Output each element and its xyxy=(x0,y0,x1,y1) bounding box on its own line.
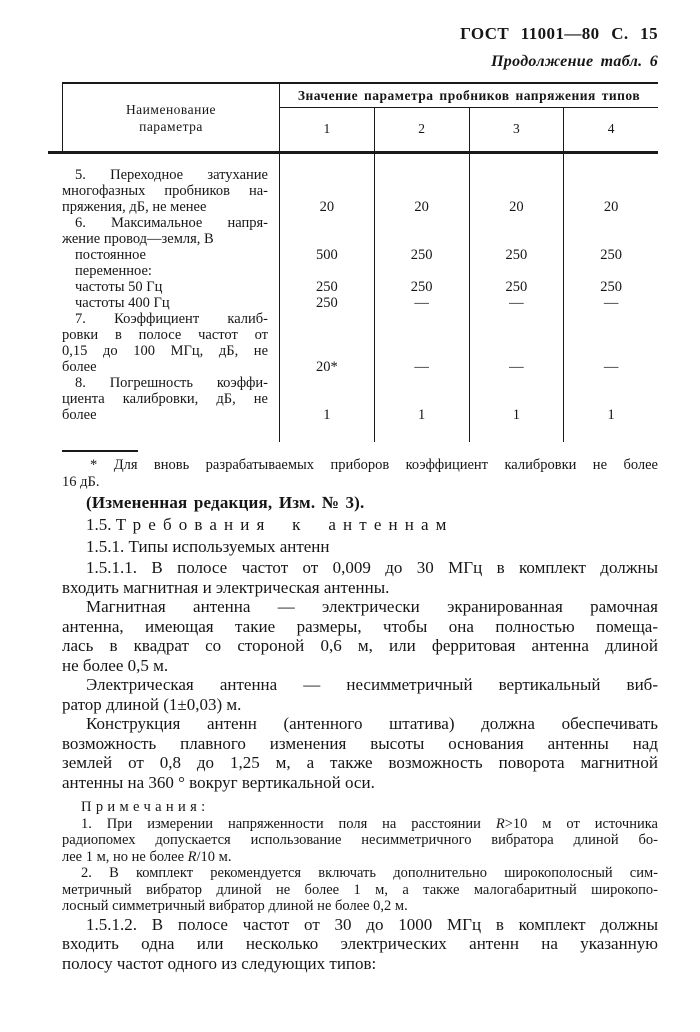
value-cell xyxy=(280,375,374,391)
name-header-line: параметра xyxy=(139,118,203,134)
text-line: не более 0,5 м. xyxy=(62,655,169,675)
table-row xyxy=(62,199,658,215)
value-cell xyxy=(280,311,374,327)
value-cell xyxy=(563,231,658,247)
value-cell xyxy=(469,311,564,327)
value-cell: 250 xyxy=(316,295,338,311)
text-line: Конструкция антенн (антенного штатива) должна обеспечивать xyxy=(86,714,658,733)
row-label: постоянное xyxy=(62,247,280,263)
value-cell xyxy=(469,167,564,183)
footnote-rule xyxy=(62,450,138,452)
text-line: антенны на 360 ° вокруг вертикальной оси. xyxy=(62,772,375,792)
value-cell xyxy=(469,391,564,407)
value-cell xyxy=(280,231,374,247)
name-column-header xyxy=(62,84,280,151)
value-cell xyxy=(469,423,564,442)
value-cell xyxy=(280,343,374,359)
value-cell xyxy=(563,327,658,343)
value-cell xyxy=(469,263,564,279)
row-label xyxy=(62,154,280,167)
value-cell xyxy=(280,154,374,167)
value-cell: 1 xyxy=(323,407,331,423)
value-cell xyxy=(563,391,658,407)
table-row xyxy=(62,407,658,423)
table-row xyxy=(62,295,658,311)
table-row xyxy=(62,423,658,442)
paragraph xyxy=(62,816,658,866)
text-line: антенна, имеющая такие размеры, чтобы она полностью помеща- xyxy=(62,616,658,636)
value-cell xyxy=(280,423,374,442)
value-cell xyxy=(563,343,658,359)
paragraph xyxy=(62,536,658,558)
row-label: переменное: xyxy=(62,263,280,279)
value-cell xyxy=(280,167,374,183)
text-segment: R xyxy=(187,848,197,865)
text-line: лась в квадрат со стороной 0,6 м, или ферритовая антенна длиной xyxy=(62,636,658,655)
text-line xyxy=(62,849,658,866)
paragraph xyxy=(62,457,658,491)
type-column-label: 4 xyxy=(563,108,658,151)
value-cell xyxy=(374,391,469,407)
value-cell: 20 xyxy=(319,199,335,215)
text-line xyxy=(62,514,658,536)
value-cell xyxy=(280,183,374,199)
text-line: * Для вновь разрабатываемых приборов коэффициент калибровки не более xyxy=(90,457,658,473)
value-cell: 250 xyxy=(316,279,338,295)
text-line: входить магнитная и электрическая антенны. xyxy=(62,577,390,597)
table-body xyxy=(62,154,658,442)
row-label: частоты 50 Гц xyxy=(62,279,280,295)
value-header-title: Значение параметра пробников напряжения типов xyxy=(280,84,658,108)
value-cell xyxy=(374,215,469,231)
value-cell xyxy=(563,311,658,327)
value-cell: 250 xyxy=(469,279,564,295)
value-cell: 1 xyxy=(563,407,658,423)
table-row xyxy=(62,247,658,263)
value-cell xyxy=(374,343,469,359)
value-cell xyxy=(469,375,564,391)
value-cell: — xyxy=(563,295,658,311)
value-cell xyxy=(563,263,658,279)
value-cell: 1 xyxy=(374,407,469,423)
value-cell xyxy=(469,327,564,343)
text-segment: 1. При измерении напряженности поля на расстоянии xyxy=(81,815,496,832)
row-label: циента калибровки, дБ, не xyxy=(62,391,280,407)
page-header: ГОСТ 11001—80 С. 15 xyxy=(460,24,658,43)
value-cell xyxy=(280,215,374,231)
document-body xyxy=(62,457,658,973)
row-label: 0,15 до 100 МГц, дБ, не xyxy=(62,343,280,359)
row-label: частоты 400 Гц xyxy=(62,295,280,311)
table-row xyxy=(62,231,658,247)
value-cell: — xyxy=(469,295,564,311)
table-row xyxy=(62,279,658,295)
text-line: Электрическая антенна — несимметричный вертикальный виб- xyxy=(86,675,658,694)
value-cell xyxy=(374,311,469,327)
value-columns-header xyxy=(280,84,658,151)
row-label: 5. Переходное затухание xyxy=(62,167,280,183)
text-line: лосный симметричный вибратор длиной не более 0,2 м. xyxy=(62,898,408,914)
value-cell: — xyxy=(374,359,469,375)
row-label xyxy=(62,423,280,442)
table-row xyxy=(62,375,658,391)
value-cell: 20* xyxy=(316,359,338,375)
text-line: полосу частот одного из следующих типов: xyxy=(62,953,377,973)
text-line: (Измененная редакция, Изм. № 3). xyxy=(86,493,365,512)
value-cell xyxy=(374,423,469,442)
name-header-line: Наименование xyxy=(125,101,217,117)
type-column-label: 1 xyxy=(323,121,331,136)
text-segment: /10 м. xyxy=(196,848,232,865)
row-label: более xyxy=(62,359,280,375)
paragraph xyxy=(62,491,658,514)
row-label: 8. Погрешность коэффи- xyxy=(62,375,280,391)
row-label: ровки в полосе частот от xyxy=(62,327,280,343)
text-line: 16 дБ. xyxy=(62,474,100,490)
parameters-table xyxy=(62,82,658,442)
value-cell: — xyxy=(563,359,658,375)
value-cell: 250 xyxy=(469,247,564,263)
text-line: 2. В комплект рекомендуется включать дополнительно широкополосный сим- xyxy=(81,865,658,881)
row-label: 7. Коэффициент калиб- xyxy=(62,311,280,327)
type-number-row xyxy=(280,108,658,151)
text-line: радиопомех допускается использование несимметричного вибратора длиной бо- xyxy=(62,832,658,848)
paragraph xyxy=(62,865,658,915)
value-cell xyxy=(374,231,469,247)
table-row xyxy=(62,343,658,359)
type-column-label: 2 xyxy=(374,108,469,151)
text-line: 1.5.1. Типы используемых антенн xyxy=(86,537,330,556)
value-cell xyxy=(280,327,374,343)
type-column-label: 3 xyxy=(469,108,564,151)
paragraph xyxy=(62,597,658,675)
value-cell xyxy=(280,263,374,279)
value-cell: 20 xyxy=(374,199,469,215)
value-cell xyxy=(374,263,469,279)
value-cell xyxy=(374,327,469,343)
row-label: более xyxy=(62,407,280,423)
row-label: 6. Максимальное напря- xyxy=(62,215,280,231)
text-line: возможность плавного изменения высоты основания антенны над xyxy=(62,733,658,753)
value-cell xyxy=(374,154,469,167)
text-line: входить одна или несколько электрических антенн на указанную xyxy=(62,934,658,953)
text-segment: Требования к антеннам xyxy=(115,515,454,534)
text-line: Магнитная антенна — электрически экранированная рамочная xyxy=(86,597,658,616)
text-segment: 1.5. xyxy=(86,515,116,534)
value-cell: 500 xyxy=(316,247,338,263)
value-cell xyxy=(280,391,374,407)
text-line: ратор длиной (1±0,03) м. xyxy=(62,694,242,714)
text-line xyxy=(62,816,658,833)
value-cell xyxy=(374,183,469,199)
value-cell xyxy=(563,375,658,391)
table-row xyxy=(62,263,658,279)
paragraph xyxy=(62,915,658,974)
value-cell xyxy=(469,343,564,359)
value-cell xyxy=(563,183,658,199)
row-label: пряжения, дБ, не менее xyxy=(62,199,280,215)
table-row xyxy=(62,167,658,183)
text-line xyxy=(62,799,658,816)
value-cell: 250 xyxy=(374,247,469,263)
paragraph xyxy=(62,558,658,597)
value-cell: 1 xyxy=(469,407,564,423)
table-row xyxy=(62,391,658,407)
value-cell xyxy=(563,167,658,183)
value-cell: 250 xyxy=(374,279,469,295)
table-row xyxy=(62,327,658,343)
text-line: 1.5.1.1. В полосе частот от 0,009 до 30 МГц в комплект должны xyxy=(86,558,658,577)
paragraph xyxy=(62,514,658,536)
value-cell xyxy=(563,154,658,167)
paragraph xyxy=(62,675,658,714)
value-cell xyxy=(374,167,469,183)
table-caption: Продолжение табл. 6 xyxy=(491,53,658,70)
table-header xyxy=(62,82,658,151)
value-cell xyxy=(469,183,564,199)
row-label: жение провод—земля, В xyxy=(62,231,280,247)
value-cell xyxy=(469,154,564,167)
paragraph xyxy=(62,714,658,792)
row-label: многофазных пробников на- xyxy=(62,183,280,199)
value-cell: 250 xyxy=(563,279,658,295)
value-cell xyxy=(563,423,658,442)
value-cell xyxy=(563,215,658,231)
text-line: землей от 0,8 до 1,25 м, а также возможность поворота магнитной xyxy=(62,753,658,772)
table-row xyxy=(62,154,658,167)
value-cell xyxy=(374,375,469,391)
value-cell: 20 xyxy=(563,199,658,215)
text-line: метричный вибратор длиной не более 1 м, а также малогабаритный широкопо- xyxy=(62,881,658,898)
table-row xyxy=(62,359,658,375)
paragraph xyxy=(62,799,658,816)
text-segment: R xyxy=(495,815,505,832)
text-line: 1.5.1.2. В полосе частот от 30 до 1000 МГц в комплект должны xyxy=(86,914,658,934)
value-cell xyxy=(469,231,564,247)
value-cell: 20 xyxy=(469,199,564,215)
table-row xyxy=(62,215,658,231)
value-cell: — xyxy=(374,295,469,311)
value-cell xyxy=(469,215,564,231)
table-row xyxy=(62,183,658,199)
value-cell: — xyxy=(469,359,564,375)
text-segment: Примечания: xyxy=(81,799,210,815)
table-row xyxy=(62,311,658,327)
text-segment: лее 1 м, но не более xyxy=(62,848,188,865)
text-segment: >10 м от источника xyxy=(504,815,658,832)
value-cell: 250 xyxy=(563,247,658,263)
